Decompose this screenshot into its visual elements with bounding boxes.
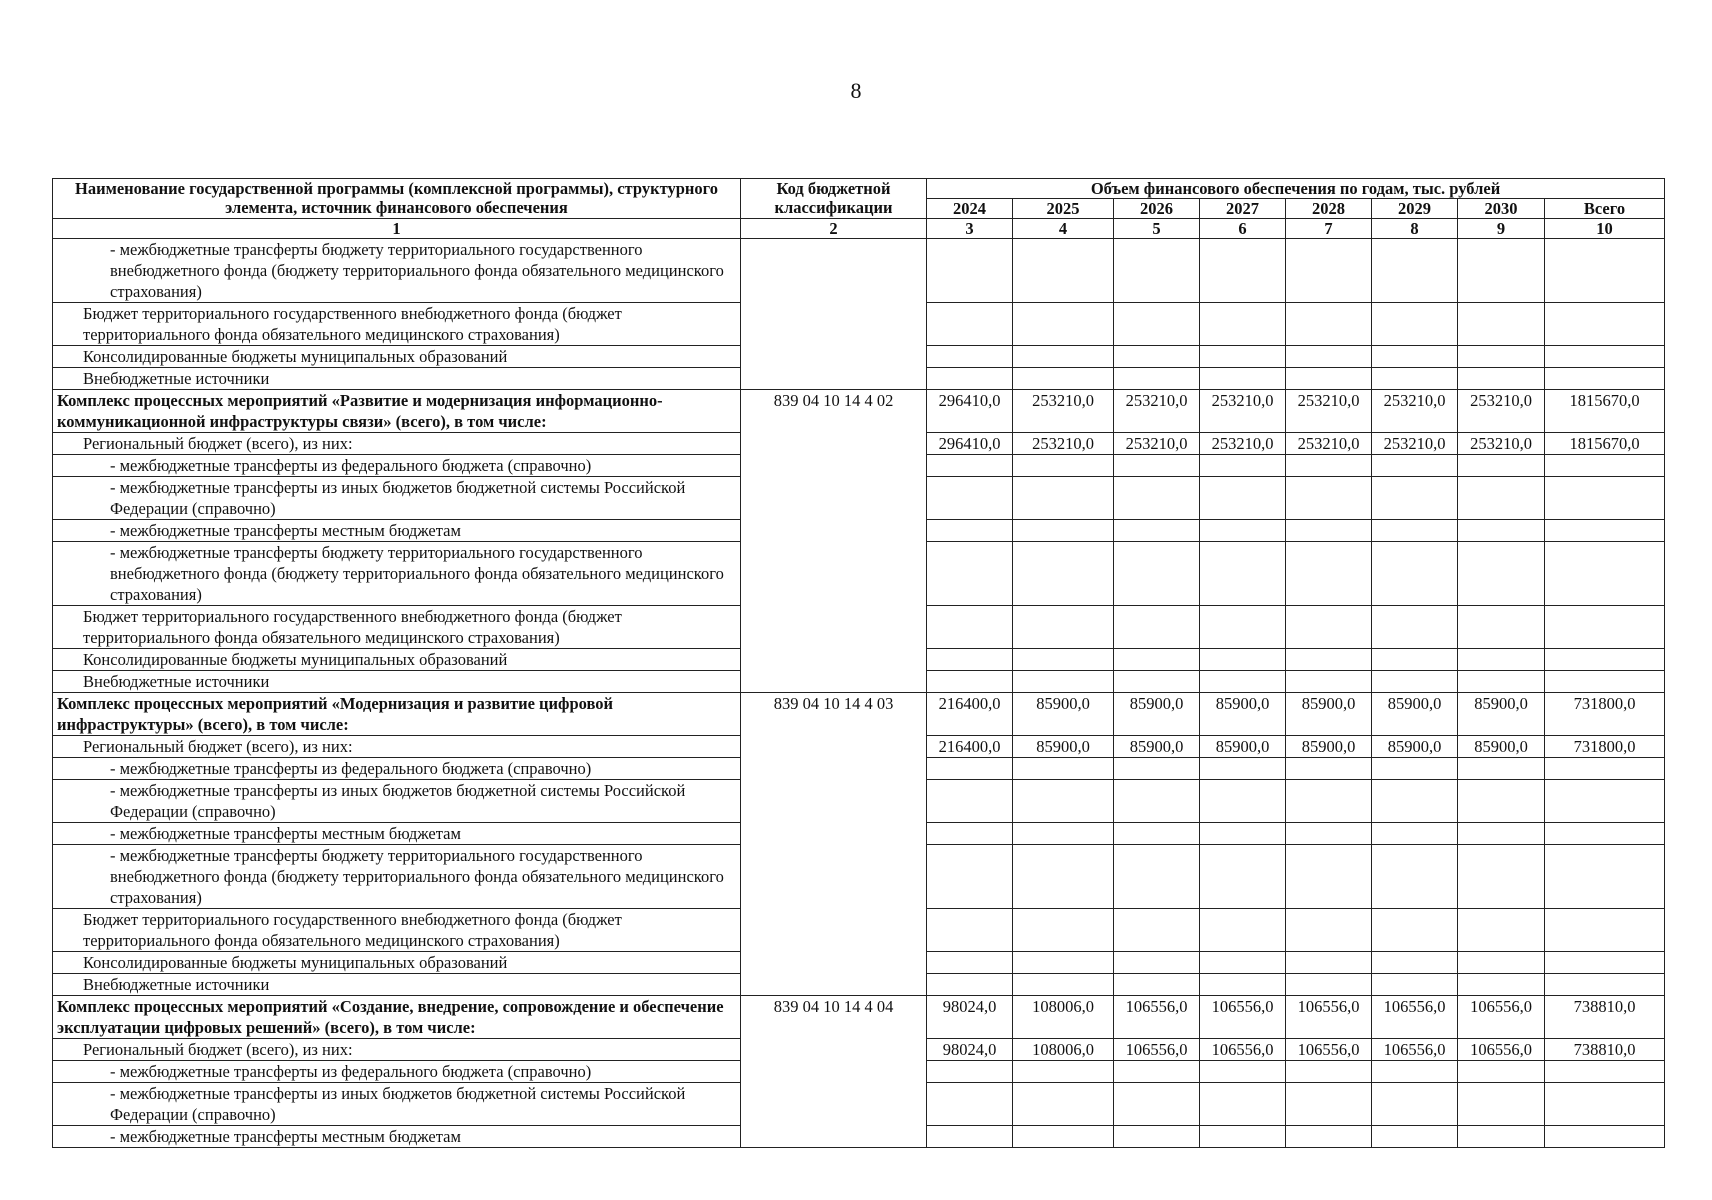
row-name-cell: - межбюджетные трансферты из федерального бюджета (справочно) <box>53 758 741 780</box>
total-value-cell <box>1545 239 1665 303</box>
year-value-cell <box>1114 239 1200 303</box>
year-value-cell <box>1013 649 1114 671</box>
year-value-cell <box>1013 845 1114 909</box>
row-name-cell: Консолидированные бюджеты муниципальных образований <box>53 346 741 368</box>
year-value-cell <box>1458 368 1545 390</box>
year-value-cell <box>927 974 1013 996</box>
program-row <box>53 693 1665 736</box>
year-value-cell <box>1013 520 1114 542</box>
year-value-cell: 253210,0 <box>1013 390 1114 433</box>
budget-code-cell: 839 04 10 14 4 04 <box>741 996 927 1148</box>
year-value-cell <box>1114 1126 1200 1148</box>
year-value-cell <box>1286 542 1372 606</box>
total-value-cell <box>1545 909 1665 952</box>
year-value-cell <box>1458 455 1545 477</box>
row-name-cell: Бюджет территориального государственного внебюджетного фонда (бюджет территориального фонда обязательного медицинского страхования) <box>53 303 741 346</box>
year-value-cell <box>1114 1061 1200 1083</box>
year-value-cell <box>1458 1061 1545 1083</box>
program-row <box>53 390 1665 433</box>
year-value-cell <box>1372 455 1458 477</box>
year-value-cell: 85900,0 <box>1200 693 1286 736</box>
total-value-cell <box>1545 1126 1665 1148</box>
year-value-cell <box>1372 909 1458 952</box>
year-value-cell <box>1372 520 1458 542</box>
program-name-cell: Комплекс процессных мероприятий «Модернизация и развитие цифровой инфраструктуры» (всего), в том числе: <box>53 693 741 736</box>
row-name-cell: - межбюджетные трансферты из иных бюджетов бюджетной системы Российской Федерации (справочно) <box>53 477 741 520</box>
year-value-cell <box>1114 758 1200 780</box>
year-value-cell <box>927 542 1013 606</box>
year-value-cell: 253210,0 <box>1114 433 1200 455</box>
year-value-cell <box>1114 368 1200 390</box>
year-value-cell <box>1114 303 1200 346</box>
year-value-cell <box>1458 909 1545 952</box>
header-year: 2024 <box>927 199 1013 219</box>
year-value-cell <box>1372 671 1458 693</box>
year-value-cell: 106556,0 <box>1200 996 1286 1039</box>
year-value-cell <box>1200 671 1286 693</box>
year-value-cell <box>927 909 1013 952</box>
total-value-cell <box>1545 974 1665 996</box>
total-value-cell <box>1545 671 1665 693</box>
year-value-cell: 253210,0 <box>1200 390 1286 433</box>
header-year: 2029 <box>1372 199 1458 219</box>
year-value-cell <box>1013 671 1114 693</box>
year-value-cell <box>927 455 1013 477</box>
year-value-cell <box>1200 649 1286 671</box>
year-value-cell: 253210,0 <box>1458 433 1545 455</box>
year-value-cell <box>1013 909 1114 952</box>
year-value-cell: 85900,0 <box>1013 693 1114 736</box>
year-value-cell <box>1114 823 1200 845</box>
year-value-cell <box>1458 303 1545 346</box>
year-value-cell <box>1372 649 1458 671</box>
year-value-cell <box>1286 974 1372 996</box>
year-value-cell <box>1200 455 1286 477</box>
header-name-column: Наименование государственной программы (комплексной программы), структурного элемента, источник финансового обеспечения <box>53 179 741 219</box>
year-value-cell <box>1013 780 1114 823</box>
table-row <box>53 239 1665 303</box>
year-value-cell <box>927 1061 1013 1083</box>
year-value-cell <box>1372 1061 1458 1083</box>
year-value-cell <box>927 303 1013 346</box>
year-value-cell <box>1114 649 1200 671</box>
column-number: 2 <box>741 219 927 239</box>
year-value-cell <box>1013 823 1114 845</box>
year-value-cell <box>927 346 1013 368</box>
year-value-cell <box>1372 477 1458 520</box>
year-value-cell <box>1458 649 1545 671</box>
budget-code-cell: 839 04 10 14 4 03 <box>741 693 927 996</box>
year-value-cell <box>1372 1126 1458 1148</box>
year-value-cell <box>1013 303 1114 346</box>
year-value-cell <box>927 520 1013 542</box>
column-number: 7 <box>1286 219 1372 239</box>
year-value-cell <box>927 845 1013 909</box>
row-name-cell: Региональный бюджет (всего), из них: <box>53 433 741 455</box>
year-value-cell <box>1286 780 1372 823</box>
year-value-cell <box>1114 909 1200 952</box>
header-year: 2030 <box>1458 199 1545 219</box>
year-value-cell <box>1200 823 1286 845</box>
year-value-cell <box>1200 1083 1286 1126</box>
year-value-cell <box>1200 239 1286 303</box>
row-name-cell: Внебюджетные источники <box>53 368 741 390</box>
year-value-cell <box>1013 974 1114 996</box>
year-value-cell: 85900,0 <box>1286 736 1372 758</box>
year-value-cell <box>1114 671 1200 693</box>
year-value-cell <box>1458 477 1545 520</box>
column-number: 10 <box>1545 219 1665 239</box>
total-value-cell <box>1545 823 1665 845</box>
year-value-cell: 85900,0 <box>1114 693 1200 736</box>
total-value-cell <box>1545 303 1665 346</box>
year-value-cell <box>927 952 1013 974</box>
year-value-cell <box>1286 671 1372 693</box>
year-value-cell <box>1458 520 1545 542</box>
header-year: 2027 <box>1200 199 1286 219</box>
year-value-cell: 85900,0 <box>1458 736 1545 758</box>
year-value-cell <box>1372 606 1458 649</box>
row-name-cell: Бюджет территориального государственного внебюджетного фонда (бюджет территориального фонда обязательного медицинского страхования) <box>53 909 741 952</box>
header-code-column: Код бюджетной классификации <box>741 179 927 219</box>
year-value-cell <box>1013 542 1114 606</box>
total-value-cell <box>1545 455 1665 477</box>
year-value-cell <box>1200 952 1286 974</box>
year-value-cell <box>1286 606 1372 649</box>
header-year: 2028 <box>1286 199 1372 219</box>
year-value-cell: 253210,0 <box>1372 433 1458 455</box>
column-number: 9 <box>1458 219 1545 239</box>
year-value-cell <box>1200 368 1286 390</box>
year-value-cell <box>1114 542 1200 606</box>
year-value-cell <box>1286 823 1372 845</box>
table-header <box>53 179 1665 239</box>
year-value-cell <box>927 1126 1013 1148</box>
total-value-cell <box>1545 780 1665 823</box>
header-volume-column: Объем финансового обеспечения по годам, тыс. рублей <box>927 179 1665 199</box>
year-value-cell <box>1013 455 1114 477</box>
year-value-cell <box>1200 909 1286 952</box>
year-value-cell <box>1286 1083 1372 1126</box>
year-value-cell: 296410,0 <box>927 390 1013 433</box>
program-name-cell: Комплекс процессных мероприятий «Развитие и модернизация информационно-коммуникационной инфраструктуры связи» (всего), в том числе: <box>53 390 741 433</box>
year-value-cell <box>1200 974 1286 996</box>
year-value-cell <box>1458 239 1545 303</box>
header-year: 2025 <box>1013 199 1114 219</box>
year-value-cell <box>1114 952 1200 974</box>
header-total: Всего <box>1545 199 1665 219</box>
year-value-cell <box>1372 845 1458 909</box>
year-value-cell <box>927 780 1013 823</box>
year-value-cell <box>1114 477 1200 520</box>
year-value-cell <box>1372 823 1458 845</box>
year-value-cell <box>1286 346 1372 368</box>
budget-code-cell <box>741 239 927 390</box>
year-value-cell: 108006,0 <box>1013 996 1114 1039</box>
table-body <box>53 239 1665 1148</box>
year-value-cell <box>1200 346 1286 368</box>
row-name-cell: - межбюджетные трансферты местным бюджетам <box>53 1126 741 1148</box>
year-value-cell <box>1200 1126 1286 1148</box>
year-value-cell <box>1114 520 1200 542</box>
year-value-cell: 98024,0 <box>927 996 1013 1039</box>
year-value-cell <box>1458 758 1545 780</box>
total-value-cell <box>1545 1061 1665 1083</box>
year-value-cell <box>1286 845 1372 909</box>
year-value-cell <box>1200 758 1286 780</box>
year-value-cell: 253210,0 <box>1286 433 1372 455</box>
year-value-cell <box>1458 346 1545 368</box>
budget-table <box>52 178 1665 1148</box>
year-value-cell <box>1372 780 1458 823</box>
program-row <box>53 996 1665 1039</box>
year-value-cell <box>1114 606 1200 649</box>
year-value-cell: 253210,0 <box>1013 433 1114 455</box>
year-value-cell: 106556,0 <box>1286 996 1372 1039</box>
row-name-cell: Региональный бюджет (всего), из них: <box>53 736 741 758</box>
year-value-cell <box>927 649 1013 671</box>
row-name-cell: Консолидированные бюджеты муниципальных образований <box>53 952 741 974</box>
year-value-cell: 253210,0 <box>1372 390 1458 433</box>
year-value-cell: 253210,0 <box>1114 390 1200 433</box>
row-name-cell: Бюджет территориального государственного внебюджетного фонда (бюджет территориального фонда обязательного медицинского страхования) <box>53 606 741 649</box>
year-value-cell <box>1372 1083 1458 1126</box>
year-value-cell: 108006,0 <box>1013 1039 1114 1061</box>
year-value-cell <box>1013 758 1114 780</box>
column-number: 4 <box>1013 219 1114 239</box>
year-value-cell <box>1114 845 1200 909</box>
year-value-cell <box>1200 542 1286 606</box>
year-value-cell <box>1458 780 1545 823</box>
year-value-cell <box>1372 239 1458 303</box>
row-name-cell: Внебюджетные источники <box>53 671 741 693</box>
total-value-cell: 738810,0 <box>1545 1039 1665 1061</box>
year-value-cell <box>1458 974 1545 996</box>
year-value-cell <box>1114 346 1200 368</box>
year-value-cell <box>1286 909 1372 952</box>
year-value-cell: 85900,0 <box>1372 736 1458 758</box>
year-value-cell <box>1372 952 1458 974</box>
total-value-cell <box>1545 368 1665 390</box>
year-value-cell: 296410,0 <box>927 433 1013 455</box>
year-value-cell <box>1286 1061 1372 1083</box>
year-value-cell <box>1013 1061 1114 1083</box>
total-value-cell <box>1545 952 1665 974</box>
year-value-cell <box>1114 1083 1200 1126</box>
row-name-cell: - межбюджетные трансферты местным бюджетам <box>53 520 741 542</box>
row-name-cell: - межбюджетные трансферты из иных бюджетов бюджетной системы Российской Федерации (справочно) <box>53 780 741 823</box>
year-value-cell <box>1286 303 1372 346</box>
year-value-cell <box>1458 671 1545 693</box>
year-value-cell: 106556,0 <box>1372 1039 1458 1061</box>
year-value-cell <box>1286 649 1372 671</box>
year-value-cell <box>1013 368 1114 390</box>
year-value-cell <box>1286 455 1372 477</box>
header-year: 2026 <box>1114 199 1200 219</box>
budget-code-cell: 839 04 10 14 4 02 <box>741 390 927 693</box>
total-value-cell <box>1545 477 1665 520</box>
row-name-cell: - межбюджетные трансферты из федерального бюджета (справочно) <box>53 1061 741 1083</box>
year-value-cell <box>1013 606 1114 649</box>
year-value-cell <box>927 1083 1013 1126</box>
year-value-cell <box>1372 346 1458 368</box>
year-value-cell <box>1372 303 1458 346</box>
year-value-cell <box>1286 368 1372 390</box>
year-value-cell: 253210,0 <box>1458 390 1545 433</box>
year-value-cell <box>1200 303 1286 346</box>
year-value-cell <box>1286 952 1372 974</box>
total-value-cell <box>1545 758 1665 780</box>
year-value-cell <box>927 477 1013 520</box>
year-value-cell: 253210,0 <box>1200 433 1286 455</box>
row-name-cell: - межбюджетные трансферты бюджету территориального государственного внебюджетного фонда (бюджету территориального фонда обязательного медицинского страхования) <box>53 239 741 303</box>
year-value-cell <box>927 671 1013 693</box>
year-value-cell <box>1114 780 1200 823</box>
year-value-cell <box>1372 758 1458 780</box>
total-value-cell <box>1545 606 1665 649</box>
row-name-cell: - межбюджетные трансферты из федерального бюджета (справочно) <box>53 455 741 477</box>
year-value-cell <box>1013 952 1114 974</box>
total-value-cell: 738810,0 <box>1545 996 1665 1039</box>
year-value-cell: 85900,0 <box>1458 693 1545 736</box>
year-value-cell <box>1458 1083 1545 1126</box>
year-value-cell <box>1200 1061 1286 1083</box>
year-value-cell <box>1013 239 1114 303</box>
year-value-cell <box>927 368 1013 390</box>
total-value-cell <box>1545 520 1665 542</box>
total-value-cell: 1815670,0 <box>1545 433 1665 455</box>
year-value-cell <box>1200 520 1286 542</box>
year-value-cell: 85900,0 <box>1013 736 1114 758</box>
year-value-cell: 253210,0 <box>1286 390 1372 433</box>
column-number: 8 <box>1372 219 1458 239</box>
year-value-cell <box>1013 1126 1114 1148</box>
year-value-cell <box>1200 780 1286 823</box>
row-name-cell: - межбюджетные трансферты из иных бюджетов бюджетной системы Российской Федерации (справочно) <box>53 1083 741 1126</box>
year-value-cell <box>927 239 1013 303</box>
year-value-cell <box>1286 1126 1372 1148</box>
year-value-cell <box>1372 542 1458 606</box>
total-value-cell: 1815670,0 <box>1545 390 1665 433</box>
total-value-cell <box>1545 1083 1665 1126</box>
year-value-cell: 106556,0 <box>1114 996 1200 1039</box>
year-value-cell: 106556,0 <box>1286 1039 1372 1061</box>
year-value-cell: 85900,0 <box>1114 736 1200 758</box>
year-value-cell <box>1372 368 1458 390</box>
program-name-cell: Комплекс процессных мероприятий «Создание, внедрение, сопровождение и обеспечение эксплуатации цифровых решений» (всего), в том числе: <box>53 996 741 1039</box>
year-value-cell <box>1200 477 1286 520</box>
year-value-cell <box>1458 542 1545 606</box>
year-value-cell: 216400,0 <box>927 736 1013 758</box>
year-value-cell <box>1458 1126 1545 1148</box>
year-value-cell: 106556,0 <box>1458 1039 1545 1061</box>
year-value-cell: 106556,0 <box>1458 996 1545 1039</box>
year-value-cell <box>1458 823 1545 845</box>
row-name-cell: Региональный бюджет (всего), из них: <box>53 1039 741 1061</box>
year-value-cell <box>1458 845 1545 909</box>
year-value-cell <box>1286 520 1372 542</box>
row-name-cell: - межбюджетные трансферты бюджету территориального государственного внебюджетного фонда (бюджету территориального фонда обязательного медицинского страхования) <box>53 845 741 909</box>
total-value-cell <box>1545 346 1665 368</box>
total-value-cell: 731800,0 <box>1545 693 1665 736</box>
year-value-cell <box>1372 974 1458 996</box>
year-value-cell <box>927 606 1013 649</box>
year-value-cell: 85900,0 <box>1200 736 1286 758</box>
column-number: 6 <box>1200 219 1286 239</box>
year-value-cell <box>927 758 1013 780</box>
year-value-cell: 85900,0 <box>1372 693 1458 736</box>
year-value-cell <box>1200 606 1286 649</box>
total-value-cell <box>1545 542 1665 606</box>
year-value-cell: 98024,0 <box>927 1039 1013 1061</box>
year-value-cell <box>1013 477 1114 520</box>
page-number: 8 <box>850 78 862 103</box>
column-number: 5 <box>1114 219 1200 239</box>
year-value-cell <box>1013 346 1114 368</box>
row-name-cell: - межбюджетные трансферты местным бюджетам <box>53 823 741 845</box>
row-name-cell: - межбюджетные трансферты бюджету территориального государственного внебюджетного фонда (бюджету территориального фонда обязательного медицинского страхования) <box>53 542 741 606</box>
total-value-cell <box>1545 845 1665 909</box>
row-name-cell: Консолидированные бюджеты муниципальных образований <box>53 649 741 671</box>
column-number: 3 <box>927 219 1013 239</box>
year-value-cell <box>1458 952 1545 974</box>
year-value-cell <box>1286 477 1372 520</box>
year-value-cell <box>1458 606 1545 649</box>
column-number: 1 <box>53 219 741 239</box>
year-value-cell: 106556,0 <box>1372 996 1458 1039</box>
year-value-cell <box>1286 239 1372 303</box>
year-value-cell <box>1013 1083 1114 1126</box>
year-value-cell <box>1200 845 1286 909</box>
year-value-cell <box>927 823 1013 845</box>
total-value-cell <box>1545 649 1665 671</box>
year-value-cell <box>1114 455 1200 477</box>
total-value-cell: 731800,0 <box>1545 736 1665 758</box>
year-value-cell: 106556,0 <box>1114 1039 1200 1061</box>
row-name-cell: Внебюджетные источники <box>53 974 741 996</box>
year-value-cell: 216400,0 <box>927 693 1013 736</box>
year-value-cell: 85900,0 <box>1286 693 1372 736</box>
year-value-cell <box>1286 758 1372 780</box>
year-value-cell: 106556,0 <box>1200 1039 1286 1061</box>
year-value-cell <box>1114 974 1200 996</box>
